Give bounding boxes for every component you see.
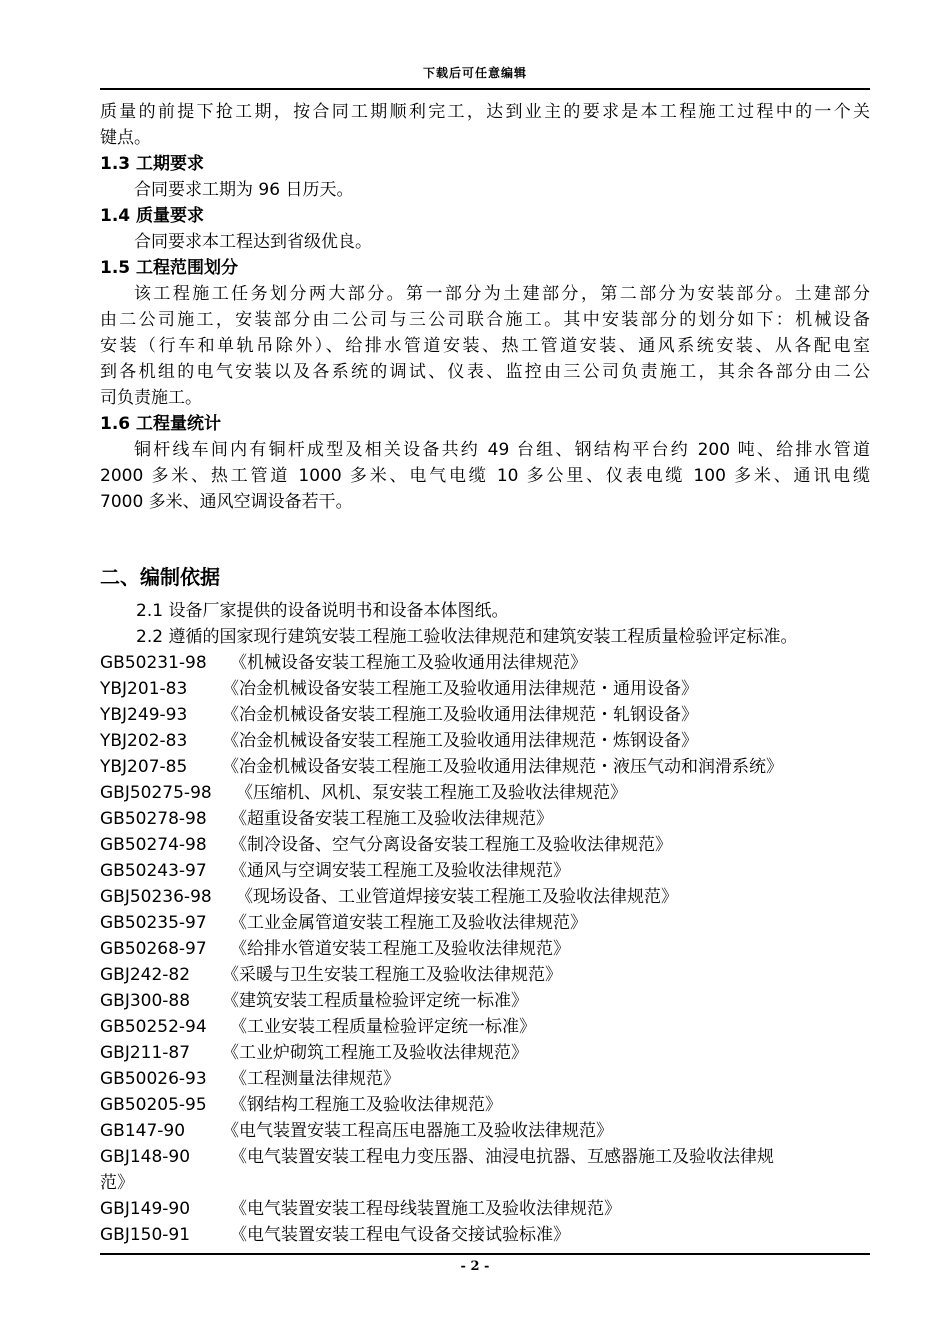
basis-item-2-1: 2.1 设备厂家提供的设备说明书和设备本体图纸。	[136, 601, 509, 621]
standard-name: 《冶金机械设备安装工程施工及验收通用法律规范・炼钢设备》	[222, 731, 698, 751]
standard-name: 《工程测量法律规范》	[230, 1069, 400, 1089]
standard-code: GBJ149-90	[100, 1199, 191, 1219]
standard-code: GB50268-97	[100, 939, 207, 959]
standard-item	[100, 1092, 870, 1118]
paragraph-line: 2000 多米、热工管道 1000 多米、电气电缆 10 多公里、仪表电缆 100 多米、通讯电缆	[100, 466, 870, 486]
standard-code: GB50274-98	[100, 835, 207, 855]
standard-code: GB50243-97	[100, 861, 207, 881]
standard-item	[100, 1222, 870, 1248]
standard-name: 《压缩机、风机、泵安装工程施工及验收法律规范》	[236, 783, 627, 803]
standard-name: 《电气装置安装工程电气设备交接试验标准》	[230, 1225, 570, 1245]
section-heading-1-3: 1.3 工期要求	[100, 154, 205, 174]
standard-code: YBJ207-85	[100, 757, 188, 777]
standard-item	[100, 1014, 870, 1040]
standard-name: 《采暖与卫生安装工程施工及验收法律规范》	[222, 965, 562, 985]
standard-item	[100, 1144, 870, 1170]
standard-name: 《超重设备安装工程施工及验收法律规范》	[230, 809, 553, 829]
standard-item	[100, 936, 870, 962]
basis-item-2-2: 2.2 遵循的国家现行建筑安装工程施工验收法律规范和建筑安装工程质量检验评定标准。	[136, 627, 798, 647]
section-heading-1-4: 1.4 质量要求	[100, 206, 205, 226]
standard-code: GB50278-98	[100, 809, 207, 829]
paragraph-line: 该工程施工任务划分两大部分。第一部分为土建部分，第二部分为安装部分。土建部分	[134, 284, 870, 304]
standard-name: 《工业安装工程质量检验评定统一标准》	[230, 1017, 536, 1037]
standard-code: GBJ50275-98	[100, 783, 212, 803]
standard-name: 《现场设备、工业管道焊接安装工程施工及验收法律规范》	[236, 887, 678, 907]
paragraph-line: 由二公司施工，安装部分由二公司与三公司联合施工。其中安装部分的划分如下：机械设备	[100, 310, 870, 330]
paragraph-line: 司负责施工。	[100, 388, 202, 408]
chapter-heading: 二、编制依据	[100, 565, 220, 589]
standard-code: GBJ50236-98	[100, 887, 212, 907]
paragraph-line: 键点。	[100, 128, 151, 148]
standard-name: 《电气装置安装工程母线装置施工及验收法律规范》	[230, 1199, 621, 1219]
standard-code: YBJ202-83	[100, 731, 188, 751]
standard-item	[100, 962, 870, 988]
section-heading-1-5: 1.5 工程范围划分	[100, 258, 239, 278]
standard-code: GB50205-95	[100, 1095, 207, 1115]
section-heading-1-6: 1.6 工程量统计	[100, 414, 222, 434]
standard-item	[100, 780, 870, 806]
standard-code: YBJ249-93	[100, 705, 188, 725]
standard-code: GB50231-98	[100, 653, 207, 673]
standard-code: GB50235-97	[100, 913, 207, 933]
standard-code: GBJ150-91	[100, 1225, 191, 1245]
standard-name: 《制冷设备、空气分离设备安装工程施工及验收法律规范》	[230, 835, 672, 855]
standard-item	[100, 728, 870, 754]
standard-item	[100, 676, 870, 702]
paragraph-line: 到各机组的电气安装以及各系统的调试、仪表、监控由三公司负责施工，其余各部分由二公	[100, 362, 870, 382]
standard-item	[100, 702, 870, 728]
standard-item	[100, 1196, 870, 1222]
standard-name: 《冶金机械设备安装工程施工及验收通用法律规范・液压气动和润滑系统》	[222, 757, 783, 777]
standard-name: 《钢结构工程施工及验收法律规范》	[230, 1095, 502, 1115]
paragraph-line: 铜杆线车间内有铜杆成型及相关设备共约 49 台组、钢结构平台约 200 吨、给排水管道	[134, 440, 870, 460]
page-header: 下载后可任意编辑	[422, 66, 527, 80]
standards-list	[100, 650, 870, 1248]
standard-name-continuation: 范》	[100, 1173, 134, 1193]
standard-item	[100, 806, 870, 832]
standard-name: 《工业炉砌筑工程施工及验收法律规范》	[222, 1043, 528, 1063]
standard-item	[100, 1118, 870, 1144]
standard-item	[100, 988, 870, 1014]
standard-item	[100, 650, 870, 676]
footer-rule	[100, 1253, 870, 1255]
standard-name: 《机械设备安装工程施工及验收通用法律规范》	[230, 653, 587, 673]
standard-item	[100, 832, 870, 858]
standard-name: 《给排水管道安装工程施工及验收法律规范》	[230, 939, 570, 959]
paragraph-line: 质量的前提下抢工期，按合同工期顺利完工，达到业主的要求是本工程施工过程中的一个关	[100, 102, 870, 122]
standard-item	[100, 910, 870, 936]
paragraph-line: 合同要求本工程达到省级优良。	[134, 232, 372, 252]
standard-name: 《建筑安装工程质量检验评定统一标准》	[222, 991, 528, 1011]
standard-code: GBJ300-88	[100, 991, 191, 1011]
paragraph-line: 合同要求工期为 96 日历天。	[134, 180, 354, 200]
standard-code: GB50252-94	[100, 1017, 207, 1037]
paragraph-line: 安装（行车和单轨吊除外）、给排水管道安装、热工管道安装、通风系统安装、从各配电室	[100, 336, 870, 356]
page-number: - 2 -	[460, 1259, 490, 1274]
standard-code: GB50026-93	[100, 1069, 207, 1089]
standard-name: 《冶金机械设备安装工程施工及验收通用法律规范・通用设备》	[222, 679, 698, 699]
standard-item	[100, 1040, 870, 1066]
standard-name: 《工业金属管道安装工程施工及验收法律规范》	[230, 913, 587, 933]
standard-item	[100, 754, 870, 780]
standard-code: YBJ201-83	[100, 679, 188, 699]
standard-name: 《通风与空调安装工程施工及验收法律规范》	[230, 861, 570, 881]
standard-name: 《冶金机械设备安装工程施工及验收通用法律规范・轧钢设备》	[222, 705, 698, 725]
standard-code: GBJ148-90	[100, 1147, 191, 1167]
standard-name: 《电气装置安装工程高压电器施工及验收法律规范》	[222, 1121, 613, 1141]
standard-name: 《电气装置安装工程电力变压器、油浸电抗器、互感器施工及验收法律规	[230, 1147, 774, 1167]
header-rule	[100, 88, 870, 90]
standard-item	[100, 884, 870, 910]
standard-code: GB147-90	[100, 1121, 186, 1141]
document-body	[100, 99, 870, 1248]
standard-code: GBJ242-82	[100, 965, 191, 985]
standard-item	[100, 858, 870, 884]
standard-code: GBJ211-87	[100, 1043, 191, 1063]
paragraph-line: 7000 多米、通风空调设备若干。	[100, 492, 353, 512]
standard-item	[100, 1066, 870, 1092]
